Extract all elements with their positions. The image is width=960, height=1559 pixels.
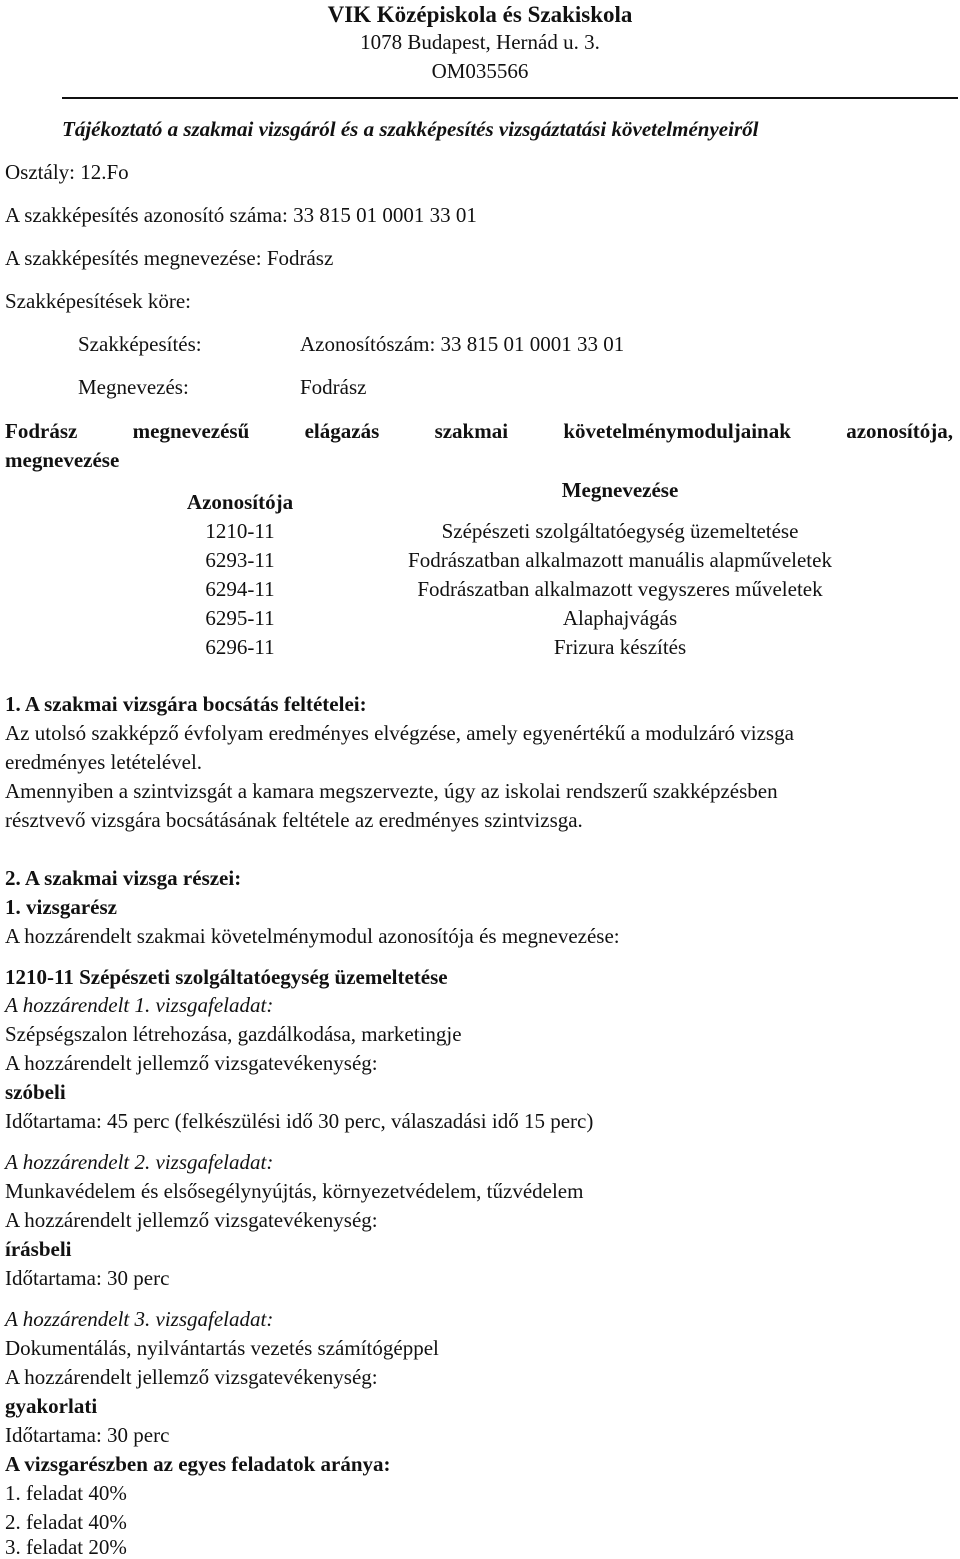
task-activity: szóbeli: [5, 1080, 66, 1104]
task-activity: írásbeli: [5, 1237, 72, 1261]
table-row-name: Fodrászatban alkalmazott manuális alapműveletek: [408, 548, 832, 572]
task-activity: gyakorlati: [5, 1394, 98, 1418]
task-activity-label: A hozzárendelt jellemző vizsgatevékenység:: [5, 1051, 378, 1075]
school-name: VIK Középiskola és Szakiskola: [327, 2, 633, 27]
scope-name-label: Megnevezés:: [78, 375, 189, 399]
ratio-item: 2. feladat 40%: [5, 1510, 127, 1534]
assigned-module-label: A hozzárendelt szakmai követelménymodul azonosítója és megnevezése:: [5, 924, 620, 948]
task-label: A hozzárendelt 1. vizsgafeladat:: [5, 993, 274, 1017]
section1-p2-line2: résztvevő vizsgára bocsátásának feltétele az eredményes szintvizsga.: [5, 808, 583, 832]
table-header-id: Azonosítója: [186, 490, 294, 514]
task-activity-label: A hozzárendelt jellemző vizsgatevékenység:: [5, 1208, 378, 1232]
table-row-id: 6293-11: [205, 548, 275, 572]
table-row-id: 6296-11: [205, 635, 275, 659]
qualification-id-line: A szakképesítés azonosító száma: 33 815 01 0001 33 01: [5, 203, 477, 227]
task-content: Munkavédelem és elsősegélynyújtás, környezetvédelem, tűzvédelem: [5, 1179, 584, 1203]
table-header-name: Megnevezése: [561, 478, 679, 502]
table-row-id: 6295-11: [205, 606, 275, 630]
task-duration: Időtartama: 30 perc: [5, 1423, 170, 1447]
ratio-item: 3. feladat 20%: [5, 1535, 127, 1559]
table-row-name: Alaphajvágás: [562, 606, 678, 630]
section2-heading: 2. A szakmai vizsga részei:: [5, 866, 242, 890]
section1-heading: 1. A szakmai vizsgára bocsátás feltételei:: [5, 692, 367, 716]
modules-heading-word: követelménymoduljainak: [563, 419, 791, 443]
table-row-name: Fodrászatban alkalmazott vegyszeres műveletek: [417, 577, 823, 601]
section1-p2-line1: Amennyiben a szintvizsgát a kamara megszervezte, úgy az iskolai rendszerű szakképzésben: [5, 779, 778, 803]
section1-p1-line2: eredményes letételével.: [5, 750, 203, 774]
modules-heading-word: azonosítója,: [846, 419, 953, 443]
module-title: 1210-11 Szépészeti szolgáltatóegység üzemeltetése: [5, 965, 448, 989]
modules-heading: [5, 417, 953, 446]
document-title: Tájékoztató a szakmai vizsgáról és a szakképesítés vizsgáztatási követelményeiről: [62, 117, 759, 141]
table-row-id: 6294-11: [205, 577, 275, 601]
ratio-heading: A vizsgarészben az egyes feladatok aránya:: [5, 1452, 391, 1476]
task-duration: Időtartama: 30 perc: [5, 1266, 170, 1290]
modules-heading-line2: megnevezése: [5, 448, 120, 472]
task-duration: Időtartama: 45 perc (felkészülési idő 30 perc, válaszadási idő 15 perc): [5, 1109, 594, 1133]
task-activity-label: A hozzárendelt jellemző vizsgatevékenység:: [5, 1365, 378, 1389]
modules-heading-word: megnevezésű: [132, 419, 250, 443]
scope-qual-value: Azonosítószám: 33 815 01 0001 33 01: [300, 332, 625, 356]
om-code: OM035566: [431, 59, 529, 83]
qualification-name-line: A szakképesítés megnevezése: Fodrász: [5, 246, 334, 270]
class-line: Osztály: 12.Fo: [5, 160, 129, 184]
scope-qual-label: Szakképesítés:: [78, 332, 202, 356]
table-row-name: Frizura készítés: [553, 635, 687, 659]
part-heading: 1. vizsgarész: [5, 895, 117, 919]
task-content: Dokumentálás, nyilvántartás vezetés számítógéppel: [5, 1336, 439, 1360]
table-row-id: 1210-11: [205, 519, 275, 543]
modules-heading-word: elágazás: [304, 419, 380, 443]
modules-heading-word: szakmai: [434, 419, 509, 443]
school-address: 1078 Budapest, Hernád u. 3.: [360, 30, 600, 54]
header-rule: [62, 97, 958, 99]
task-label: A hozzárendelt 2. vizsgafeladat:: [5, 1150, 274, 1174]
scope-label: Szakképesítések köre:: [5, 289, 192, 313]
table-row-name: Szépészeti szolgáltatóegység üzemeltetése: [441, 519, 799, 543]
scope-name-value: Fodrász: [300, 375, 367, 399]
modules-heading-word: Fodrász: [5, 419, 78, 443]
ratio-item: 1. feladat 40%: [5, 1481, 127, 1505]
task-content: Szépségszalon létrehozása, gazdálkodása, marketingje: [5, 1022, 462, 1046]
task-label: A hozzárendelt 3. vizsgafeladat:: [5, 1307, 274, 1331]
section1-p1-line1: Az utolsó szakképző évfolyam eredményes elvégzése, amely egyenértékű a modulzáró vizsga: [5, 721, 794, 745]
